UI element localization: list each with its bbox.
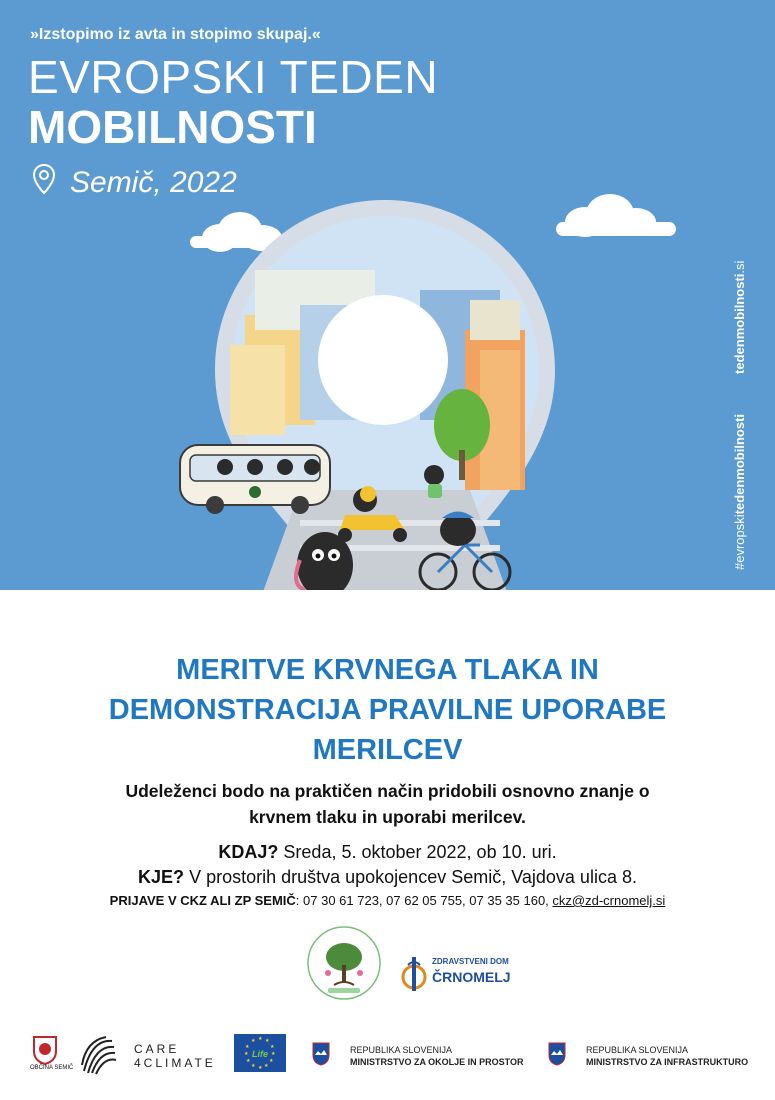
- svg-text:★: ★: [265, 1038, 270, 1044]
- when-label: KDAJ?: [218, 842, 279, 862]
- title-line-1: EVROPSKI TEDEN: [28, 51, 439, 103]
- event-headline: [0, 650, 775, 770]
- zd-emblem-icon: [400, 955, 428, 993]
- url-suffix: .si: [732, 260, 747, 274]
- when-value: Sreda, 5. oktober 2022, ob 10. uri.: [283, 842, 557, 862]
- where-value: V prostorih društva upokojencev Semič, Vajdova ulica 8.: [189, 867, 637, 887]
- event-info: [0, 840, 775, 890]
- apply-phones: : 07 30 61 723, 07 62 05 755, 07 35 35 160,: [295, 893, 553, 908]
- lead-line-2: krvnem tlaku in uporabi merilcev.: [249, 807, 526, 827]
- svg-text:★: ★: [251, 1063, 256, 1069]
- obcina-semic-crest-icon: [32, 1035, 58, 1065]
- care-line-2: 4CLIMATE: [134, 1056, 216, 1070]
- rs2-line-2: MINISTRSTVO ZA INFRASTRUKTURO: [586, 1057, 749, 1067]
- event-lead: [40, 778, 735, 830]
- svg-text:★: ★: [271, 1051, 276, 1057]
- headline-line-3: MERILCEV: [312, 734, 463, 766]
- headline-line-1: MERITVE KRVNEGA TLAKA IN: [176, 654, 599, 686]
- vertical-hashtag-url: [732, 220, 747, 570]
- rs2-line-1: REPUBLIKA SLOVENIJA: [586, 1045, 689, 1055]
- zd-crnomelj-logo: [400, 955, 511, 998]
- svg-text:★: ★: [270, 1044, 275, 1050]
- registration-contacts: [0, 893, 775, 908]
- eu-life-logo: [234, 1034, 286, 1072]
- ministry-infrastructure-label: [586, 1044, 748, 1068]
- pin-hole: [318, 295, 448, 425]
- hashtag-prefix: #evropski: [732, 514, 747, 570]
- rs1-line-1: REPUBLIKA SLOVENIJA: [350, 1045, 453, 1055]
- title-line-2: MOBILNOSTI: [28, 101, 317, 153]
- svg-text:★: ★: [251, 1038, 256, 1044]
- care4climate-logo: [134, 1042, 216, 1070]
- bus-illustration: [180, 445, 330, 514]
- rs1-line-2: MINISTRSTVO ZA OKOLJE IN PROSTOR: [350, 1057, 524, 1067]
- svg-text:★: ★: [258, 1036, 263, 1042]
- where-row: [0, 865, 775, 890]
- hashtag-bold: tedenmobilnosti: [732, 413, 747, 515]
- url-bold: tedenmobilnosti: [732, 273, 747, 374]
- location-pin-icon: [32, 163, 56, 195]
- event-place-year: Semič, 2022: [70, 166, 237, 199]
- slovenia-coat-of-arms-icon: [548, 1042, 566, 1066]
- apply-email-link[interactable]: ckz@zd-crnomelj.si: [552, 893, 666, 908]
- when-row: [0, 840, 775, 865]
- cloud-right: [556, 194, 676, 237]
- ministry-environment-label: [350, 1044, 524, 1068]
- ckz-tree-logo: [306, 925, 382, 1001]
- fingerprint-logo-icon: [78, 1035, 118, 1075]
- svg-text:★: ★: [269, 1058, 274, 1064]
- svg-text:★: ★: [244, 1051, 249, 1057]
- svg-text:★: ★: [258, 1065, 263, 1071]
- partner-logos-footer: [0, 1030, 775, 1090]
- obcina-label: OBČINA SEMIČ: [30, 1065, 74, 1071]
- care-line-1: CARE: [134, 1042, 180, 1056]
- lead-line-1: Udeleženci bodo na praktičen način pridobili osnovno znanje o: [125, 781, 650, 801]
- svg-text:★: ★: [245, 1044, 250, 1050]
- where-label: KJE?: [138, 867, 185, 887]
- life-text: Life: [252, 1049, 269, 1059]
- headline-line-2: DEMONSTRACIJA PRAVILNE UPORABE: [108, 694, 667, 726]
- svg-text:★: ★: [264, 1063, 269, 1069]
- apply-label: PRIJAVE V CKZ ALI ZP SEMIČ: [109, 893, 296, 908]
- slogan: »Izstopimo iz avta in stopimo skupaj.«: [30, 26, 321, 43]
- slovenia-coat-of-arms-icon: [312, 1042, 330, 1066]
- svg-text:★: ★: [246, 1058, 251, 1064]
- zd-big-text: ČRNOMELJ: [432, 969, 511, 985]
- zd-small-text: ZDRAVSTVENI DOM: [432, 957, 509, 966]
